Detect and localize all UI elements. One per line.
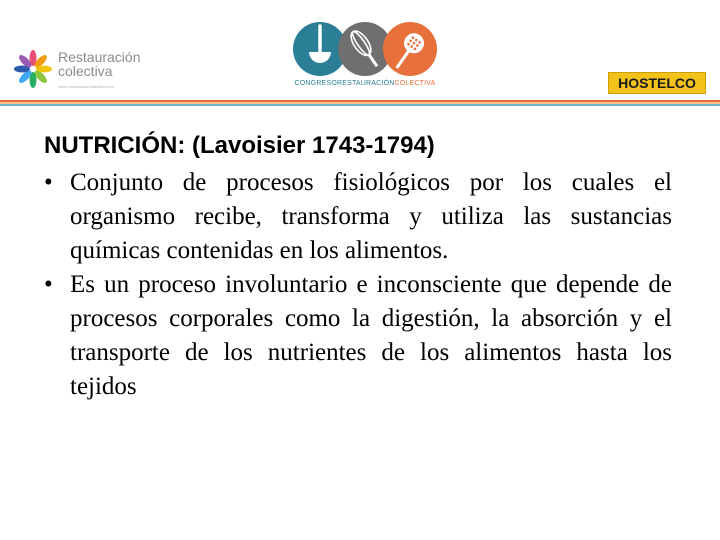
bullet-list [44,166,672,404]
flower-icon [12,48,54,90]
congreso-restauracion-colectiva-logo [280,20,450,94]
slide-header [0,0,720,108]
list-item [44,166,672,268]
bullet-text: Conjunto de procesos fisiológicos por los cuales el organismo recibe, transforma y utiliza las sustancias químicas contenidas en los alimentos. [70,169,672,264]
logo-left-line2: colectiva [58,63,113,79]
logo-left-line1: Restauración [58,49,141,65]
slide-content [44,130,672,404]
bullet-icon: • [44,169,53,196]
bullet-icon: • [44,271,53,298]
hostelco-logo: HOSTELCO [608,72,706,94]
slide-title: NUTRICIÓN: (Lavoisier 1743-1794) [44,132,435,159]
logo-center-caption: CONGRESORESTAURACIÓNCOLECTIVA [294,80,436,87]
list-item [44,268,672,404]
restauracion-colectiva-logo [12,46,141,92]
bullet-text: Es un proceso involuntario e inconsciente que depende de procesos corporales como la digestión, la absorción y el transporte de los nutrientes de los alimentos hasta los tejidos [70,271,672,400]
logo-left-tagline: www.restauracioncolectiva.com [58,84,114,89]
utensils-icon [290,20,440,78]
header-divider-stripe [0,100,720,106]
